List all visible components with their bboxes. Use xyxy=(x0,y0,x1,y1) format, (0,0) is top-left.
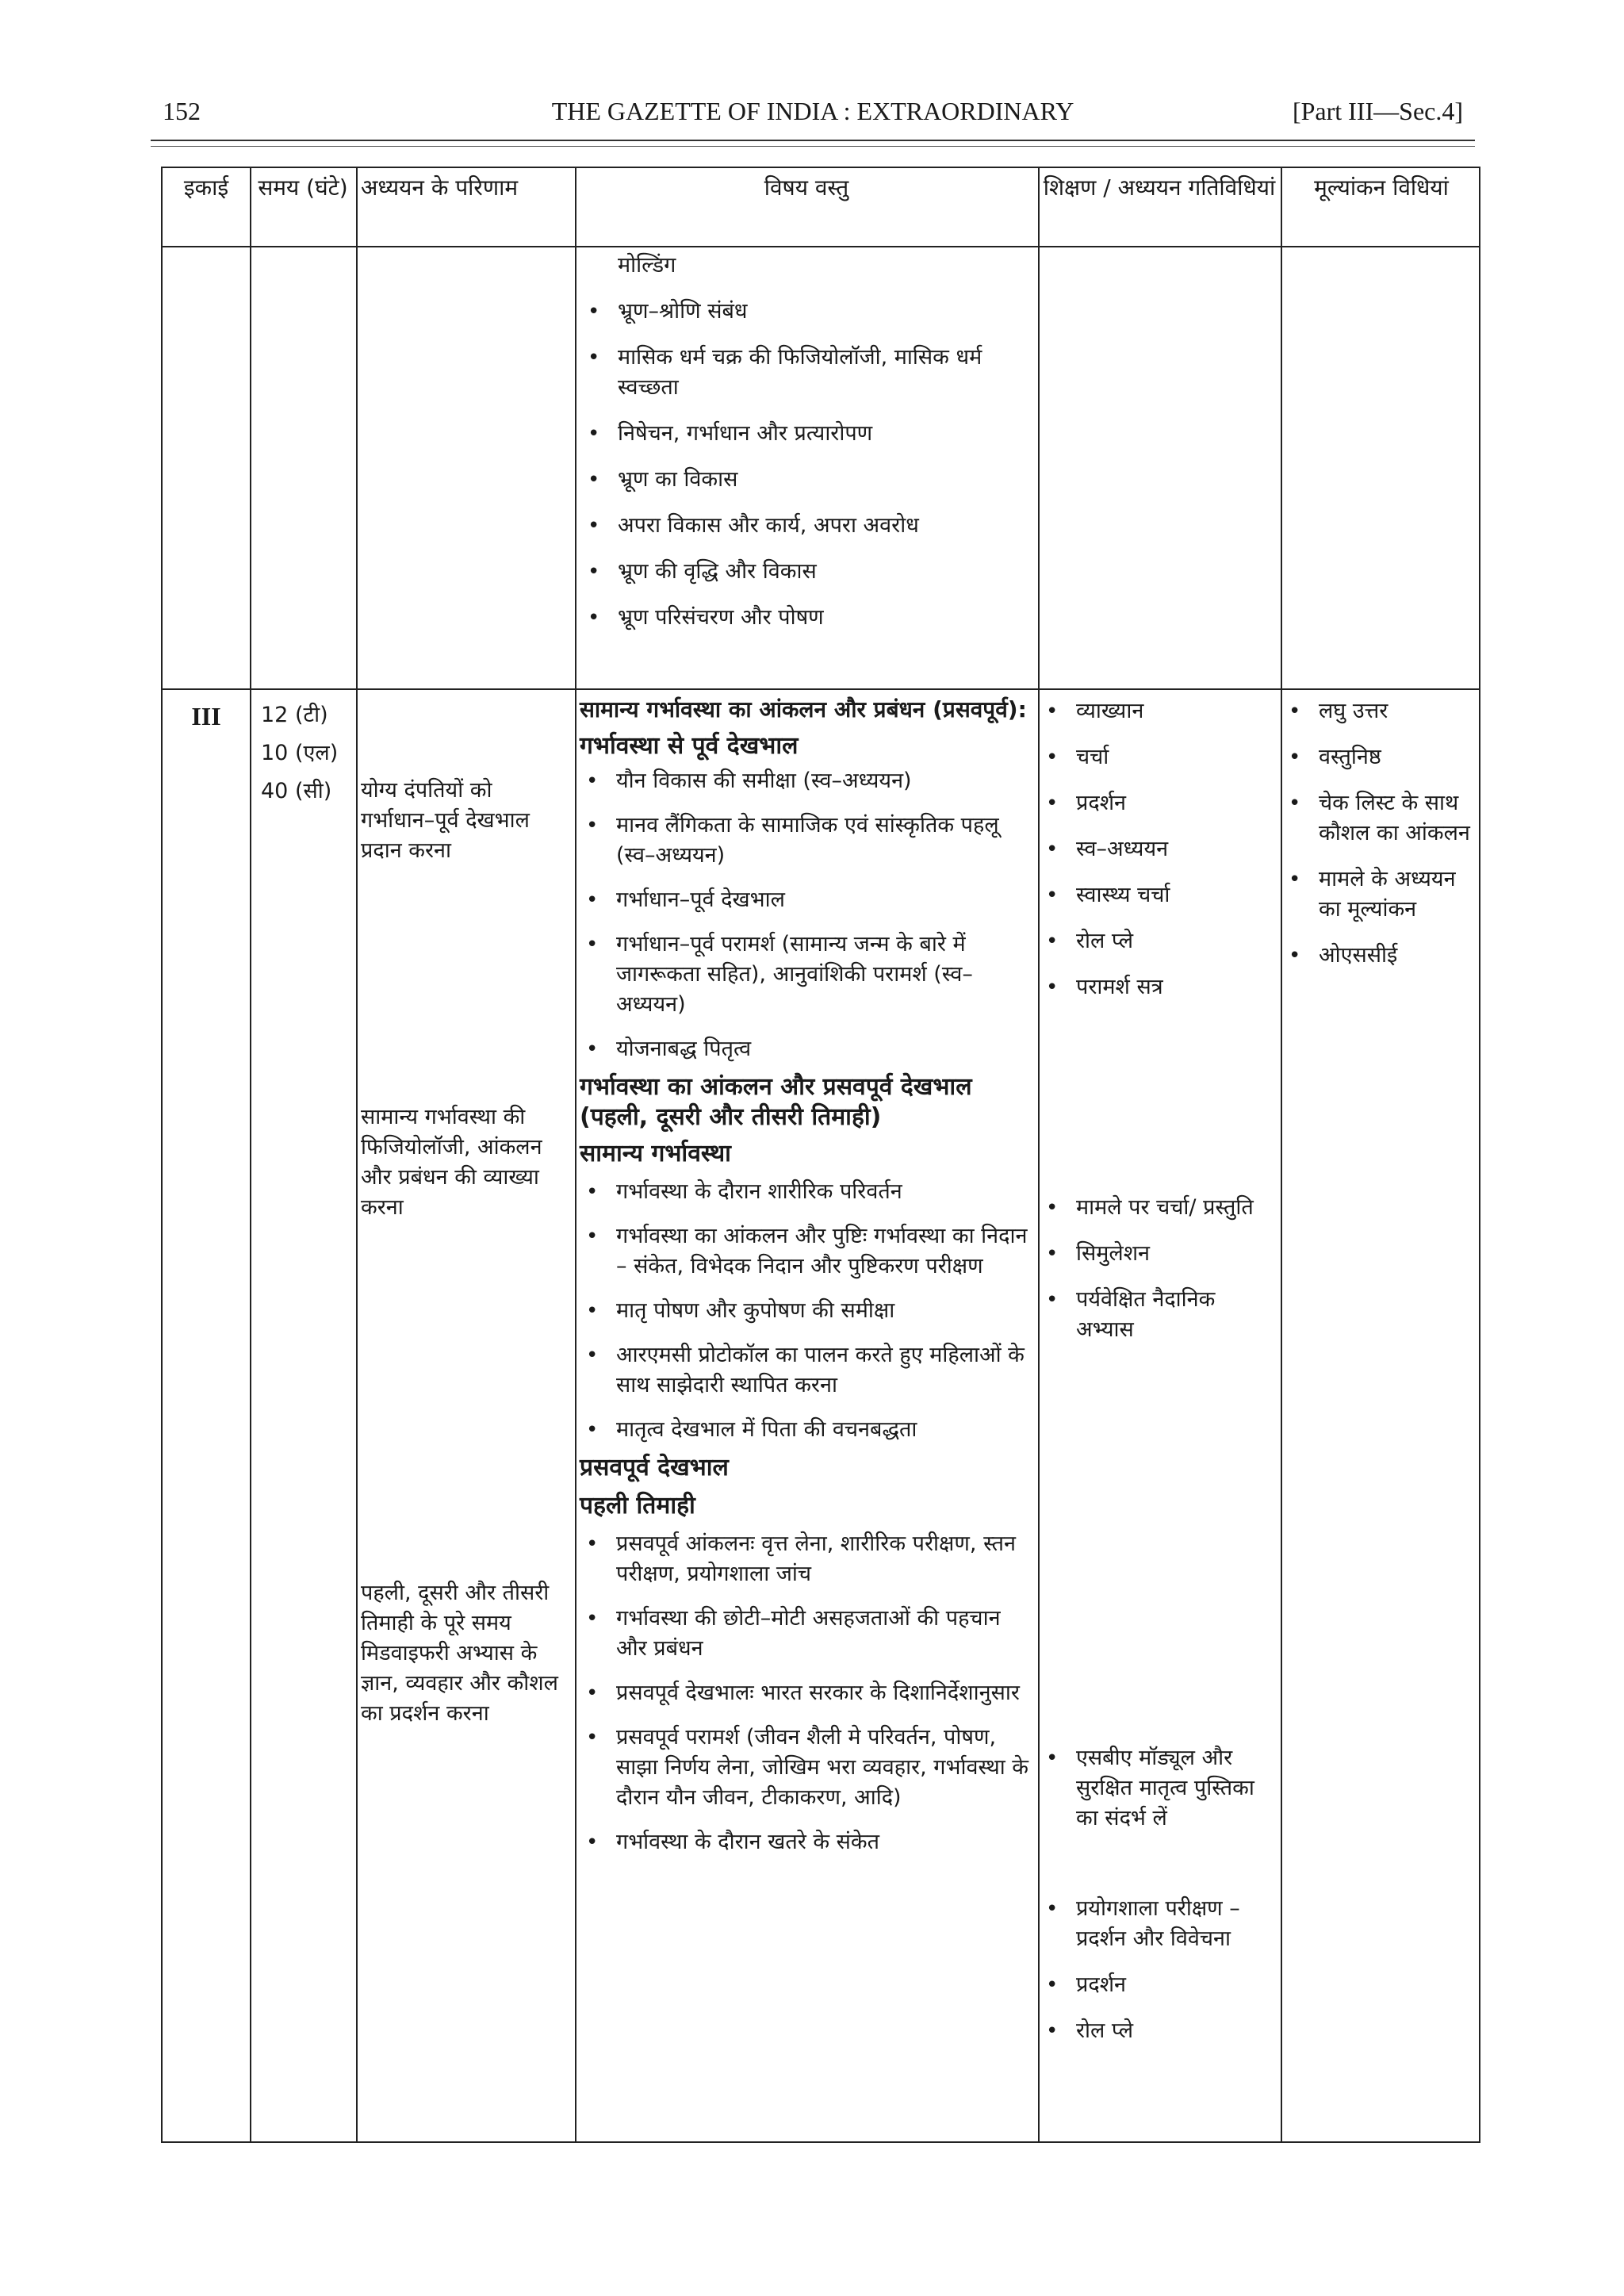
list-item: • सिमुलेशन xyxy=(1040,1239,1274,1269)
time-clinical: 40 (सी) xyxy=(261,779,332,803)
list-item: • ओएससीई xyxy=(1282,941,1477,971)
content-list xyxy=(581,297,1025,633)
column-divider xyxy=(575,168,576,2141)
activities-block-1 xyxy=(1040,696,1274,1002)
list-item: • चर्चा xyxy=(1040,742,1274,772)
header-activities: शिक्षण / अध्ययन गतिविधियां xyxy=(1043,174,1276,201)
row2-content xyxy=(580,695,1028,1857)
list-item: • मासिक धर्म चक्र की फिजियोलॉजी, मासिक धर्म स्वच्छता xyxy=(581,343,1025,403)
content-heading: सामान्य गर्भावस्था का आंकलन और प्रबंधन (प्रसवपूर्व): xyxy=(580,696,1027,723)
column-divider xyxy=(1038,168,1040,2141)
list-item: • भ्रूण की वृद्धि और विकास xyxy=(581,557,1025,587)
list-item: • गर्भावस्था की छोटी–मोटी असहजताओं की पहचान और प्रबंधन xyxy=(580,1604,1028,1664)
list-item: • योजनाबद्ध पितृत्व xyxy=(580,1034,1028,1064)
content-heading: प्रसवपूर्व देखभाल xyxy=(580,1454,729,1481)
list-item: • रोल प्ले xyxy=(1040,926,1274,956)
header-time: समय (घंटे) xyxy=(258,174,348,201)
header-content: विषय वस्तु xyxy=(764,174,849,201)
list-item: • लघु उत्तर xyxy=(1282,696,1477,726)
list-item: • वस्तुनिष्ठ xyxy=(1282,742,1477,772)
list-item: • चेक लिस्ट के साथ कौशल का आंकलन xyxy=(1282,788,1477,849)
outcome-1: योग्य दंपतियों को गर्भाधान–पूर्व देखभाल प्रदान करना xyxy=(361,778,530,863)
activities-block-4 xyxy=(1040,1894,1274,2046)
list-item: • प्रसवपूर्व परामर्श (जीवन शैली मे परिवर्तन, पोषण, साझा निर्णय लेना, जोखिम भरा व्यवहार, गर्भावस्था के दौरान यौन जीवन, टीकाकरण, आदि) xyxy=(580,1723,1028,1813)
list-item: • परामर्श सत्र xyxy=(1040,972,1274,1002)
time-theory: 12 (टी) xyxy=(261,703,328,727)
list-item: • गर्भावस्था के दौरान शारीरिक परिवर्तन xyxy=(580,1177,1028,1207)
outcome-2: सामान्य गर्भावस्था की फिजियोलॉजी, आंकलन और प्रबंधन की व्याख्या करना xyxy=(361,1105,542,1220)
outcome-3: पहली, दूसरी और तीसरी तिमाही के पूरे समय मिडवाइफरी अभ्यास के ज्ञान, व्यवहार और कौशल का प्रदर्शन करना xyxy=(361,1581,558,1726)
activities-block-2 xyxy=(1040,1193,1274,1345)
column-divider xyxy=(356,168,358,2141)
content-list xyxy=(580,766,1028,1064)
header-outcomes: अध्ययन के परिणाम xyxy=(361,174,519,201)
evaluation-methods xyxy=(1282,696,1477,971)
content-heading: गर्भावस्था से पूर्व देखभाल xyxy=(580,732,799,760)
part-section: [Part III—Sec.4] xyxy=(1292,97,1463,125)
list-item: • निषेचन, गर्भाधान और प्रत्यारोपण xyxy=(581,419,1025,449)
time-lab: 10 (एल) xyxy=(261,741,339,765)
page-header xyxy=(163,97,1463,136)
list-item: • रोल प्ले xyxy=(1040,2016,1274,2046)
list-item: • गर्भावस्था का आंकलन और पुष्टिः गर्भावस्था का निदान – संकेत, विभेदक निदान और पुष्टिकरण परीक्षण xyxy=(580,1221,1028,1282)
header-unit: इकाई xyxy=(183,174,229,201)
list-item: • प्रयोगशाला परीक्षण – प्रदर्शन और विवेचना xyxy=(1040,1894,1274,1954)
list-item: • प्रसवपूर्व आंकलनः वृत्त लेना, शारीरिक परीक्षण, स्तन परीक्षण, प्रयोगशाला जांच xyxy=(580,1529,1028,1589)
list-item: • मामले के अध्ययन का मूल्यांकन xyxy=(1282,864,1477,925)
list-item: • मातृ पोषण और कुपोषण की समीक्षा xyxy=(580,1296,1028,1326)
list-item: • आरएमसी प्रोटोकॉल का पालन करते हुए महिलाओं के साथ साझेदारी स्थापित करना xyxy=(580,1340,1028,1401)
activities-block-3 xyxy=(1040,1743,1274,1834)
list-item: • पर्यवेक्षित नैदानिक अभ्यास xyxy=(1040,1285,1274,1345)
content-heading: पहली तिमाही xyxy=(580,1492,695,1520)
list-item: • मानव लैंगिकता के सामाजिक एवं सांस्कृतिक पहलू (स्व–अध्ययन) xyxy=(580,811,1028,871)
list-item: • मातृत्व देखभाल में पिता की वचनबद्धता xyxy=(580,1415,1028,1445)
unit-number: III xyxy=(191,702,221,730)
gazette-title: THE GAZETTE OF INDIA : EXTRAORDINARY xyxy=(551,97,1074,125)
content-heading: गर्भावस्था का आंकलन और प्रसवपूर्व देखभाल (पहली, दूसरी और तीसरी तिमाही) xyxy=(580,1073,972,1131)
row1-content xyxy=(581,251,1025,633)
list-item: • गर्भावस्था के दौरान खतरे के संकेत xyxy=(580,1827,1028,1857)
content-heading: सामान्य गर्भावस्था xyxy=(580,1140,731,1167)
list-item: • प्रदर्शन xyxy=(1040,1970,1274,2000)
list-item: • गर्भाधान–पूर्व परामर्श (सामान्य जन्म के बारे में जागरूकता सहित), आनुवांशिकी परामर्श (स्व–अध्ययन) xyxy=(580,930,1028,1020)
page-number: 152 xyxy=(163,97,201,125)
content-list xyxy=(580,1529,1028,1857)
time-values xyxy=(261,696,354,811)
list-item: • गर्भाधान–पूर्व देखभाल xyxy=(580,885,1028,915)
list-item: • यौन विकास की समीक्षा (स्व–अध्ययन) xyxy=(580,766,1028,796)
list-item: • प्रसवपूर्व देखभालः भारत सरकार के दिशानिर्देशानुसार xyxy=(580,1678,1028,1708)
header-evaluation: मूल्यांकन विधियां xyxy=(1314,174,1449,201)
activities-list xyxy=(1040,1743,1274,1834)
list-item: • स्वास्थ्य चर्चा xyxy=(1040,880,1274,910)
list-item: • एसबीए मॉड्यूल और सुरक्षित मातृत्व पुस्तिका का संदर्भ लें xyxy=(1040,1743,1274,1834)
activities-list xyxy=(1040,1894,1274,2046)
evaluation-list xyxy=(1282,696,1477,971)
header-rule-thin xyxy=(151,146,1475,147)
list-item: • मामले पर चर्चा/ प्रस्तुति xyxy=(1040,1193,1274,1223)
activities-list xyxy=(1040,1193,1274,1345)
list-item: • स्व–अध्ययन xyxy=(1040,834,1274,864)
list-item: • प्रदर्शन xyxy=(1040,788,1274,818)
list-item: • भ्रूण का विकास xyxy=(581,465,1025,495)
content-list xyxy=(580,1177,1028,1445)
activities-list xyxy=(1040,696,1274,1002)
content-intro: मोल्डिंग xyxy=(618,253,676,278)
list-item: • भ्रूण परिसंचरण और पोषण xyxy=(581,603,1025,633)
syllabus-table xyxy=(161,167,1480,2143)
list-item: • भ्रूण–श्रोणि संबंध xyxy=(581,297,1025,327)
header-rule xyxy=(151,140,1475,141)
list-item: • व्याख्यान xyxy=(1040,696,1274,726)
column-divider xyxy=(1281,168,1282,2141)
list-item: • अपरा विकास और कार्य, अपरा अवरोध xyxy=(581,511,1025,541)
column-divider xyxy=(250,168,251,2141)
